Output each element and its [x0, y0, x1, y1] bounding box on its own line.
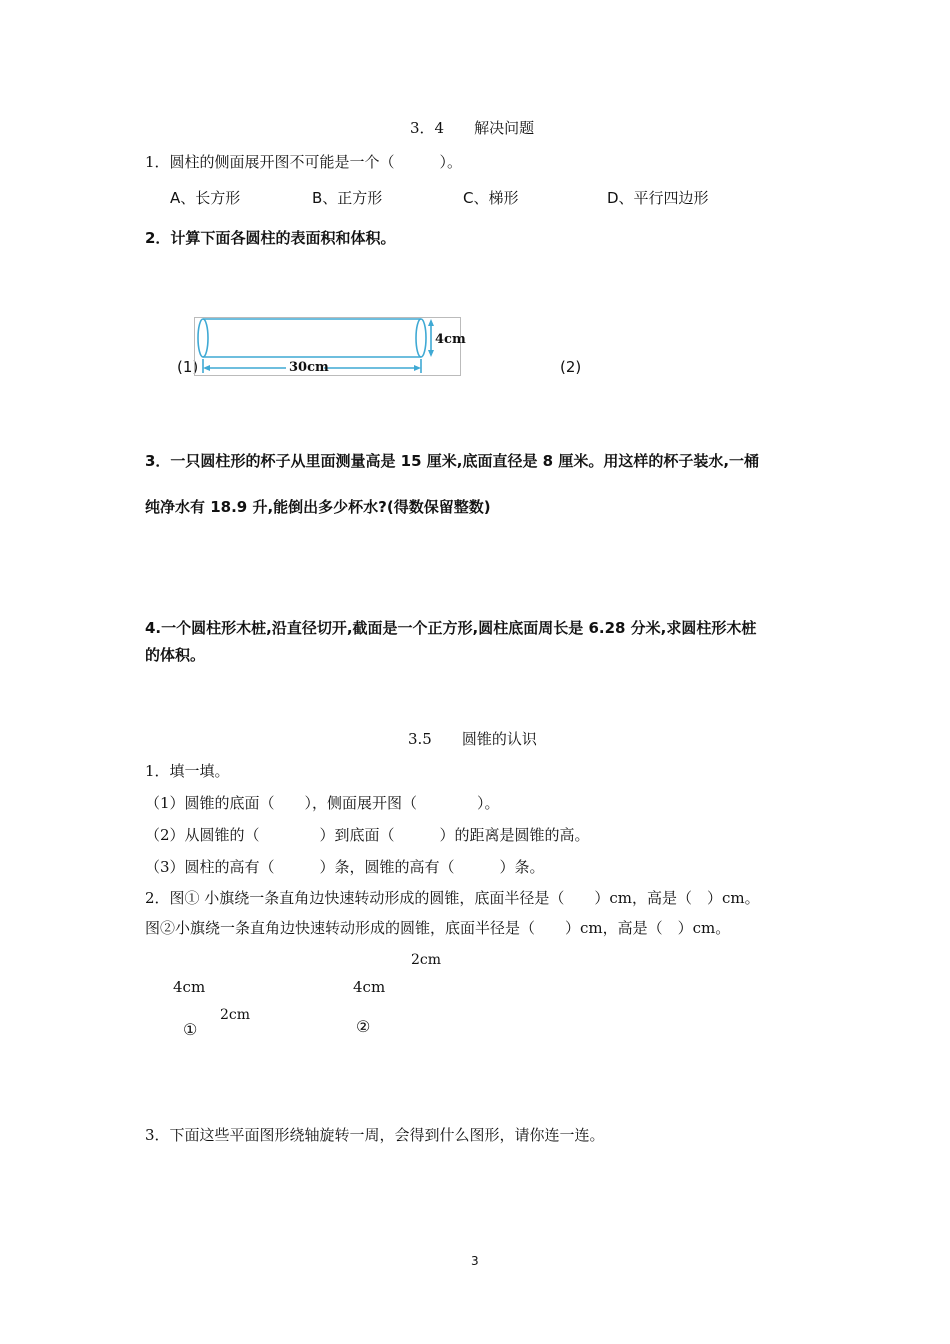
cylinder-height-label: 4cm	[435, 332, 466, 347]
section-35-question-1: 1．填一填。	[145, 762, 230, 780]
question-3-line-1: 3．一只圆柱形的杯子从里面测量高是 15 厘米,底面直径是 8 厘米。用这样的杯子装水,一桶	[145, 452, 760, 470]
fill-item-3: （3）圆柱的高有（ ）条，圆锥的高有（ ）条。	[145, 858, 545, 876]
flag-label-right-4cm: 4cm	[353, 978, 386, 996]
option-a: A、长方形	[170, 189, 241, 207]
section-title-3-4: 3．4 解决问题	[410, 119, 535, 137]
figure-number-1: ①	[183, 1020, 198, 1039]
flag-label-bottom-2cm: 2cm	[220, 1007, 251, 1023]
option-c: C、梯形	[463, 189, 519, 207]
section-title-3-5: 3.5 圆锥的认识	[408, 730, 537, 748]
figure-number-2: ②	[356, 1017, 371, 1036]
flag-label-top-2cm: 2cm	[411, 952, 442, 968]
section-35-question-2-line-2: 图②小旗绕一条直角边快速转动形成的圆锥，底面半径是（ ）cm，高是（ ）cm。	[145, 919, 731, 937]
question-4-line-1: 4.一个圆柱形木桩,沿直径切开,截面是一个正方形,圆柱底面周长是 6.28 分米,求圆柱形木桩	[145, 619, 757, 637]
section-35-question-2-line-1: 2．图① 小旗绕一条直角边快速转动形成的圆锥，底面半径是（ ）cm，高是（ ）cm。	[145, 889, 760, 907]
question-3-line-2: 纯净水有 18.9 升,能倒出多少杯水?(得数保留整数)	[145, 498, 491, 516]
fill-item-1: （1）圆锥的底面（ ），侧面展开图（ ）。	[145, 794, 500, 812]
figure-label-2: (2)	[560, 358, 582, 376]
question-1-text: 1．圆柱的侧面展开图不可能是一个（ ）。	[145, 153, 463, 171]
fill-item-2: （2）从圆锥的（ ）到底面（ ）的距离是圆锥的高。	[145, 826, 590, 844]
option-b: B、正方形	[312, 189, 383, 207]
flag-label-left-4cm: 4cm	[173, 978, 206, 996]
question-2-text: 2．计算下面各圆柱的表面积和体积。	[145, 229, 396, 247]
page-number: 3	[471, 1254, 479, 1268]
question-4-line-2: 的体积。	[145, 646, 206, 664]
cylinder-length-label: 30cm	[289, 360, 329, 375]
section-35-question-3: 3．下面这些平面图形绕轴旋转一周，会得到什么图形，请你连一连。	[145, 1126, 605, 1144]
option-d: D、平行四边形	[607, 189, 709, 207]
figure-label-1: (1)	[177, 358, 199, 376]
